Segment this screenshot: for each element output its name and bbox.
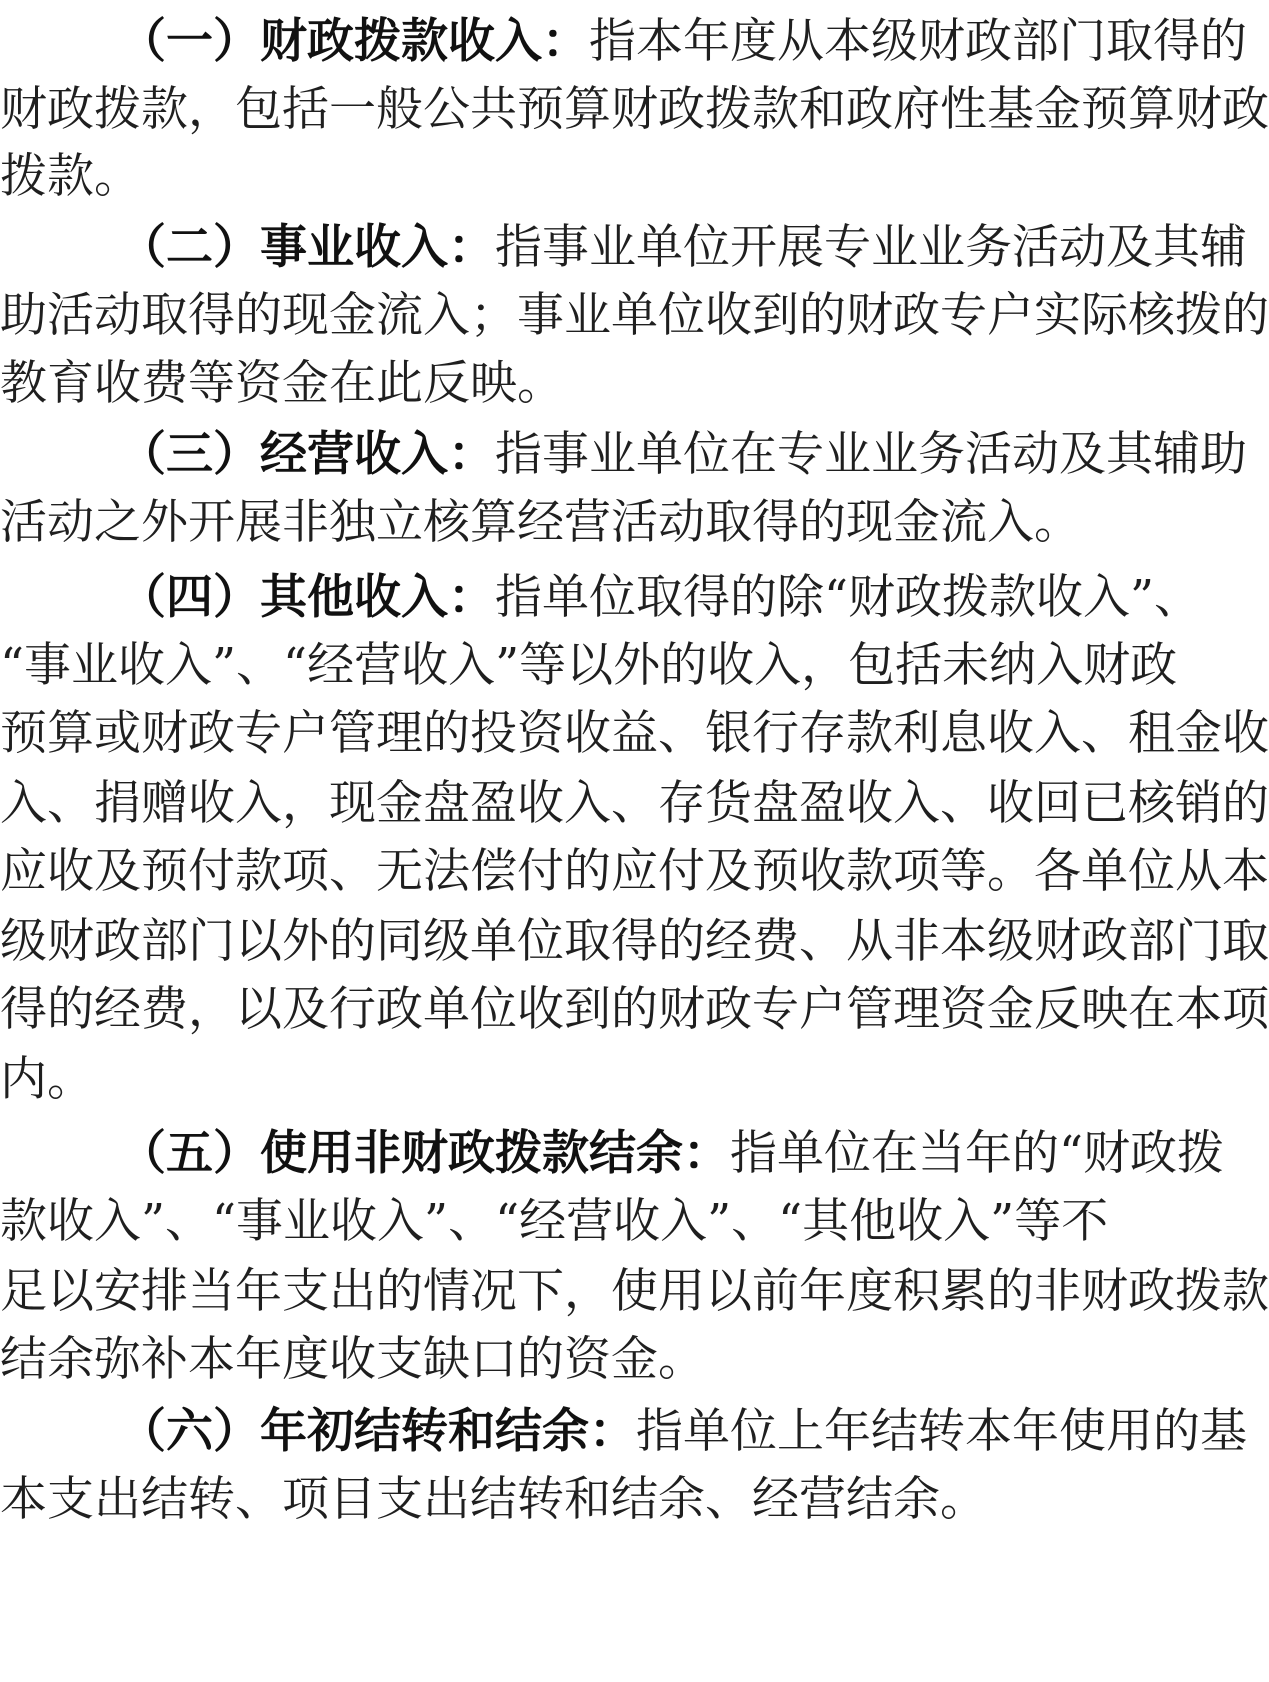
body-text: 级财政部门以外的同级单位取得的经费、从非本级财政部门取 xyxy=(0,914,1269,969)
section-heading: （三）经营收入： xyxy=(119,427,495,482)
paragraph-line xyxy=(0,1040,1181,1120)
paragraph-line xyxy=(0,344,1181,424)
body-text: 指事业单位在专业业务活动及其辅助 xyxy=(495,427,1247,482)
body-text: 本支出结转、项目支出结转和结余、经营结余。 xyxy=(0,1472,987,1527)
section-heading: （五）使用非财政拨款结余： xyxy=(119,1126,730,1181)
section-heading: （四）其他收入： xyxy=(119,570,495,625)
body-text: “事业收入”、“经营收入”等以外的收入，包括未纳入财政 xyxy=(0,638,1178,693)
paragraph-line xyxy=(0,483,1181,563)
paragraph-line xyxy=(0,1460,1181,1540)
body-text: 指单位取得的除“财政拨款收入”、 xyxy=(495,570,1202,625)
body-text: 活动之外开展非独立核算经营活动取得的现金流入。 xyxy=(0,495,1081,550)
body-text: 财政拨款，包括一般公共预算财政拨款和政府性基金预算财政 xyxy=(0,82,1269,137)
body-text: 指本年度从本级财政部门取得的 xyxy=(589,14,1247,69)
body-text: 指单位在当年的“财政拨 xyxy=(730,1126,1225,1181)
body-text: 结余弥补本年度收支缺口的资金。 xyxy=(0,1332,705,1387)
body-text: 内。 xyxy=(0,1052,94,1107)
body-text: 指事业单位开展专业业务活动及其辅 xyxy=(495,220,1247,275)
paragraph-line xyxy=(0,137,1181,217)
section-heading: （六）年初结转和结余： xyxy=(119,1404,636,1459)
body-text: 足以安排当年支出的情况下，使用以前年度积累的非财政拨款 xyxy=(0,1264,1269,1319)
body-text: 入、捐赠收入，现金盘盈收入、存货盘盈收入、收回已核销的 xyxy=(0,776,1269,831)
body-text: 应收及预付款项、无法偿付的应付及预收款项等。各单位从本 xyxy=(0,844,1269,899)
body-text: 预算或财政专户管理的投资收益、银行存款利息收入、租金收 xyxy=(0,706,1269,761)
section-heading: （二）事业收入： xyxy=(119,220,495,275)
paragraph-line xyxy=(0,694,1269,774)
body-text: 指单位上年结转本年使用的基 xyxy=(636,1404,1247,1459)
body-text: 得的经费，以及行政单位收到的财政专户管理资金反映在本项 xyxy=(0,982,1269,1037)
paragraph-line xyxy=(0,832,1269,912)
body-text: 拨款。 xyxy=(0,149,141,204)
body-text: 款收入”、“事业收入”、“经营收入”、“其他收入”等不 xyxy=(0,1194,1109,1249)
body-text: 助活动取得的现金流入；事业单位收到的财政专户实际核拨的 xyxy=(0,288,1269,343)
paragraph-line xyxy=(0,1182,1181,1262)
body-text: 教育收费等资金在此反映。 xyxy=(0,356,564,411)
paragraph-line xyxy=(0,1320,1181,1400)
section-heading: （一）财政拨款收入： xyxy=(119,14,589,69)
paragraph-line xyxy=(0,970,1269,1050)
